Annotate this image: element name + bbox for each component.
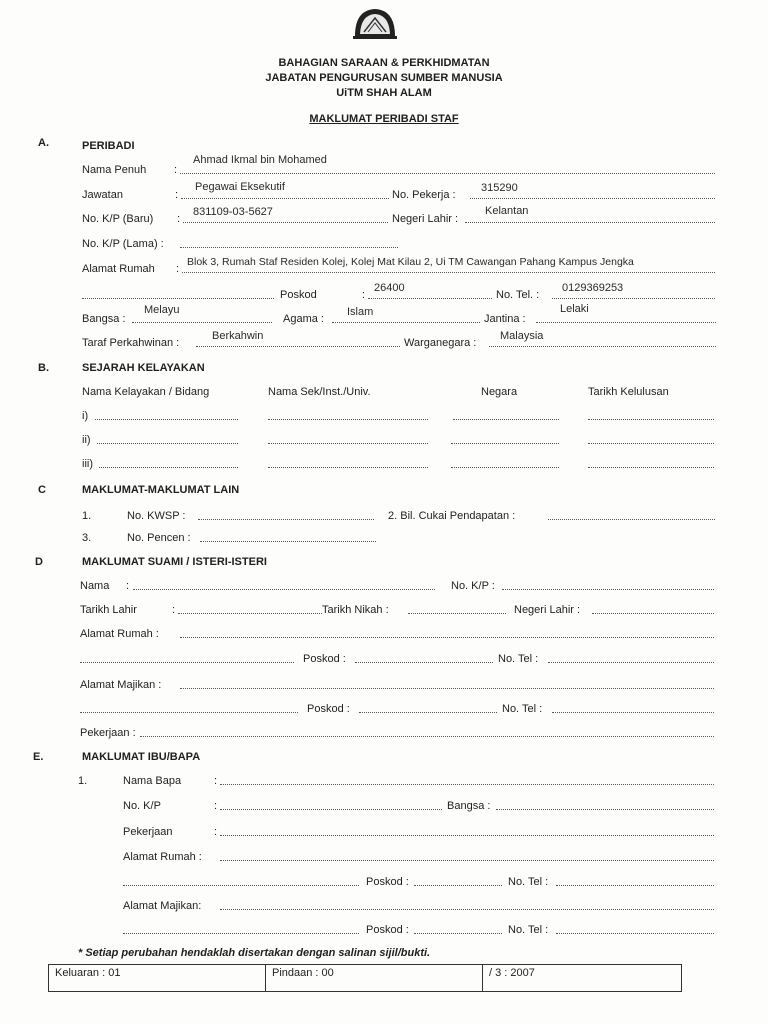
footnote: * Setiap perubahan hendaklah disertakan dengan salinan sijil/bukti.: [78, 947, 431, 959]
e-pekerjaan-line: [220, 835, 714, 836]
e-tel-label: No. Tel :: [508, 876, 549, 888]
bangsa-value[interactable]: Melayu: [144, 304, 180, 316]
bangsa-line: [132, 322, 272, 323]
e-pekerjaan-label: Pekerjaan: [123, 826, 173, 838]
alamat-rumah-value[interactable]: Blok 3, Rumah Staf Residen Kolej, Kolej Mat Kilau 2, Ui TM Cawangan Pahang Kampus Jengka: [187, 256, 634, 268]
agama-label: Agama :: [283, 313, 324, 325]
cukai-line: [548, 519, 715, 520]
d-tarikh-nikah-label: Tarikh Nikah :: [322, 604, 389, 616]
jantina-label: Jantina :: [484, 313, 526, 325]
e-alamat-majikan-line: [220, 909, 714, 910]
negeri-lahir-label: Negeri Lahir :: [392, 213, 459, 225]
row3-tarikh-line: [588, 467, 714, 468]
jantina-line: [536, 322, 716, 323]
e-bangsa-line: [496, 809, 714, 810]
col-tarikh-kelulusan: Tarikh Kelulusan: [588, 386, 669, 398]
row3-negara-line: [451, 467, 559, 468]
d-tarikh-nikah-line: [408, 613, 506, 614]
d-nama-line: [133, 589, 435, 590]
nama-penuh-label: Nama Penuh: [82, 164, 147, 176]
item-number: 1.: [82, 510, 92, 522]
alamat-rumah-label: Alamat Rumah: [82, 263, 155, 275]
d-alamat-majikan-line: [180, 688, 714, 689]
d-poskod-line: [355, 662, 493, 663]
e-poskod-label-2: Poskod :: [366, 924, 409, 936]
d-tarikh-lahir-label: Tarikh Lahir: [80, 604, 137, 616]
d-alamat-rumah-line: [180, 637, 714, 638]
alamat-line-2: [82, 298, 274, 299]
d-tel-label: No. Tel :: [498, 653, 539, 665]
section-a-title: PERIBADI: [82, 140, 135, 152]
section-e-title: MAKLUMAT IBU/BAPA: [82, 751, 201, 763]
jantina-value[interactable]: Lelaki: [560, 303, 589, 315]
row-label: ii): [82, 434, 91, 446]
d-negeri-lahir-label: Negeri Lahir :: [514, 604, 581, 616]
tarikh-cell: / 3 : 2007: [489, 967, 535, 979]
row1-negara-line: [453, 419, 559, 420]
nama-penuh-line: [180, 173, 715, 174]
d-negeri-lahir-line: [592, 613, 714, 614]
negeri-lahir-line: [465, 222, 715, 223]
row2-tarikh-line: [588, 443, 714, 444]
col-negara: Negara: [481, 386, 518, 398]
no-pekerja-label: No. Pekerja :: [392, 189, 456, 201]
d-tel-label-2: No. Tel :: [502, 703, 543, 715]
no-tel-line: [552, 298, 715, 299]
kp-lama-line: [180, 247, 398, 248]
section-d-title: MAKLUMAT SUAMI / ISTERI-ISTERI: [82, 556, 267, 568]
pencen-line: [200, 541, 376, 542]
header-line-2: JABATAN PENGURUSAN SUMBER MANUSIA: [265, 72, 503, 84]
section-a-letter: A.: [38, 137, 49, 149]
poskod-line: [368, 298, 492, 299]
e-poskod-label: Poskod :: [366, 876, 409, 888]
d-alamat-rumah-line-2: [80, 662, 294, 663]
kp-baru-label: No. K/P (Baru): [82, 213, 154, 225]
pencen-label: No. Pencen :: [127, 532, 191, 544]
row1-tarikh-line: [588, 419, 714, 420]
e-poskod-line-2: [414, 933, 502, 934]
e-tel-label-2: No. Tel :: [508, 924, 549, 936]
e-alamat-rumah-line: [220, 860, 714, 861]
row3-sek-line: [268, 467, 428, 468]
nama-penuh-value[interactable]: Ahmad Ikmal bin Mohamed: [193, 154, 327, 166]
d-poskod-label-2: Poskod :: [307, 703, 350, 715]
no-pekerja-line: [470, 198, 715, 199]
e-bangsa-label: Bangsa :: [447, 800, 491, 812]
d-alamat-majikan-label: Alamat Majikan :: [80, 679, 162, 691]
d-alamat-majikan-line-2: [80, 712, 298, 713]
header-line-3: UiTM SHAH ALAM: [336, 87, 432, 99]
keluaran-cell: Keluaran : 01: [49, 965, 266, 991]
no-tel-label: No. Tel. :: [496, 289, 540, 301]
header-line-1: BAHAGIAN SARAAN & PERKHIDMATAN: [278, 57, 490, 69]
poskod-label: Poskod: [280, 289, 317, 301]
e-alamat-majikan-label: Alamat Majikan:: [123, 900, 202, 912]
row2-negara-line: [451, 443, 559, 444]
d-poskod-label: Poskod :: [303, 653, 346, 665]
nama-bapa-line: [220, 784, 714, 785]
d-alamat-rumah-label: Alamat Rumah :: [80, 628, 159, 640]
e-alamat-rumah-line-2: [123, 885, 359, 886]
kwsp-line: [198, 519, 374, 520]
e-tel-line-2: [556, 933, 714, 934]
bangsa-label: Bangsa :: [82, 313, 126, 325]
item-number: 3.: [82, 532, 92, 544]
warganegara-label: Warganegara :: [404, 337, 477, 349]
cukai-label: 2. Bil. Cukai Pendapatan :: [388, 510, 516, 522]
nama-bapa-label: Nama Bapa: [123, 775, 182, 787]
d-tel-line-2: [552, 712, 714, 713]
negeri-lahir-value[interactable]: Kelantan: [485, 205, 529, 217]
warganegara-value[interactable]: Malaysia: [500, 330, 544, 342]
kwsp-label: No. KWSP :: [127, 510, 186, 522]
col-nama-sek: Nama Sek/Inst./Univ.: [268, 386, 371, 398]
pindaan-cell: Pindaan : 00: [266, 965, 483, 991]
section-b-title: SEJARAH KELAYAKAN: [82, 362, 205, 374]
d-tel-line: [548, 662, 714, 663]
form-title: MAKLUMAT PERIBADI STAF: [309, 113, 459, 125]
section-c-title: MAKLUMAT-MAKLUMAT LAIN: [82, 484, 240, 496]
item-number: 1.: [78, 775, 88, 787]
e-kp-line: [220, 809, 442, 810]
section-e-letter: E.: [33, 751, 44, 763]
d-kp-line: [502, 589, 714, 590]
e-poskod-line: [414, 885, 502, 886]
d-kp-label: No. K/P :: [451, 580, 495, 592]
taraf-perkahwinan-line: [196, 346, 400, 347]
section-c-letter: C: [38, 484, 46, 496]
jawatan-value[interactable]: Pegawai Eksekutif: [195, 181, 285, 193]
row2-sek-line: [268, 443, 428, 444]
warganegara-line: [489, 346, 716, 347]
jawatan-line: [181, 198, 389, 199]
poskod-value[interactable]: 26400: [374, 282, 405, 294]
agama-value[interactable]: Islam: [347, 306, 374, 318]
section-b-letter: B.: [38, 362, 49, 374]
e-kp-label: No. K/P: [123, 800, 161, 812]
e-tel-line: [556, 885, 714, 886]
jawatan-label: Jawatan: [82, 189, 123, 201]
row3-kelayakan-line: [99, 467, 238, 468]
col-nama-kelayakan: Nama Kelayakan / Bidang: [82, 386, 210, 398]
no-tel-value[interactable]: 0129369253: [562, 282, 624, 294]
taraf-perkahwinan-value[interactable]: Berkahwin: [212, 330, 264, 342]
d-poskod-line-2: [359, 712, 497, 713]
row-label: i): [82, 410, 89, 422]
row-label: iii): [82, 458, 93, 470]
e-alamat-rumah-label: Alamat Rumah :: [123, 851, 202, 863]
taraf-perkahwinan-label: Taraf Perkahwinan :: [82, 337, 180, 349]
row1-sek-line: [268, 419, 428, 420]
row2-kelayakan-line: [97, 443, 238, 444]
d-pekerjaan-label: Pekerjaan :: [80, 727, 136, 739]
alamat-rumah-line: [182, 272, 715, 273]
no-pekerja-value[interactable]: 315290: [481, 182, 518, 194]
d-tarikh-lahir-line: [178, 613, 322, 614]
row1-kelayakan-line: [95, 419, 238, 420]
kp-baru-line: [183, 222, 388, 223]
document-control-box: [48, 964, 682, 992]
d-nama-label: Nama: [80, 580, 110, 592]
section-d-letter: D: [35, 556, 43, 568]
kp-lama-label: No. K/P (Lama) :: [82, 238, 164, 250]
kp-baru-value[interactable]: 831109-03-5627: [193, 206, 273, 218]
uitm-logo: [351, 6, 399, 46]
agama-line: [332, 322, 480, 323]
e-alamat-majikan-line-2: [123, 933, 359, 934]
d-pekerjaan-line: [140, 736, 714, 737]
